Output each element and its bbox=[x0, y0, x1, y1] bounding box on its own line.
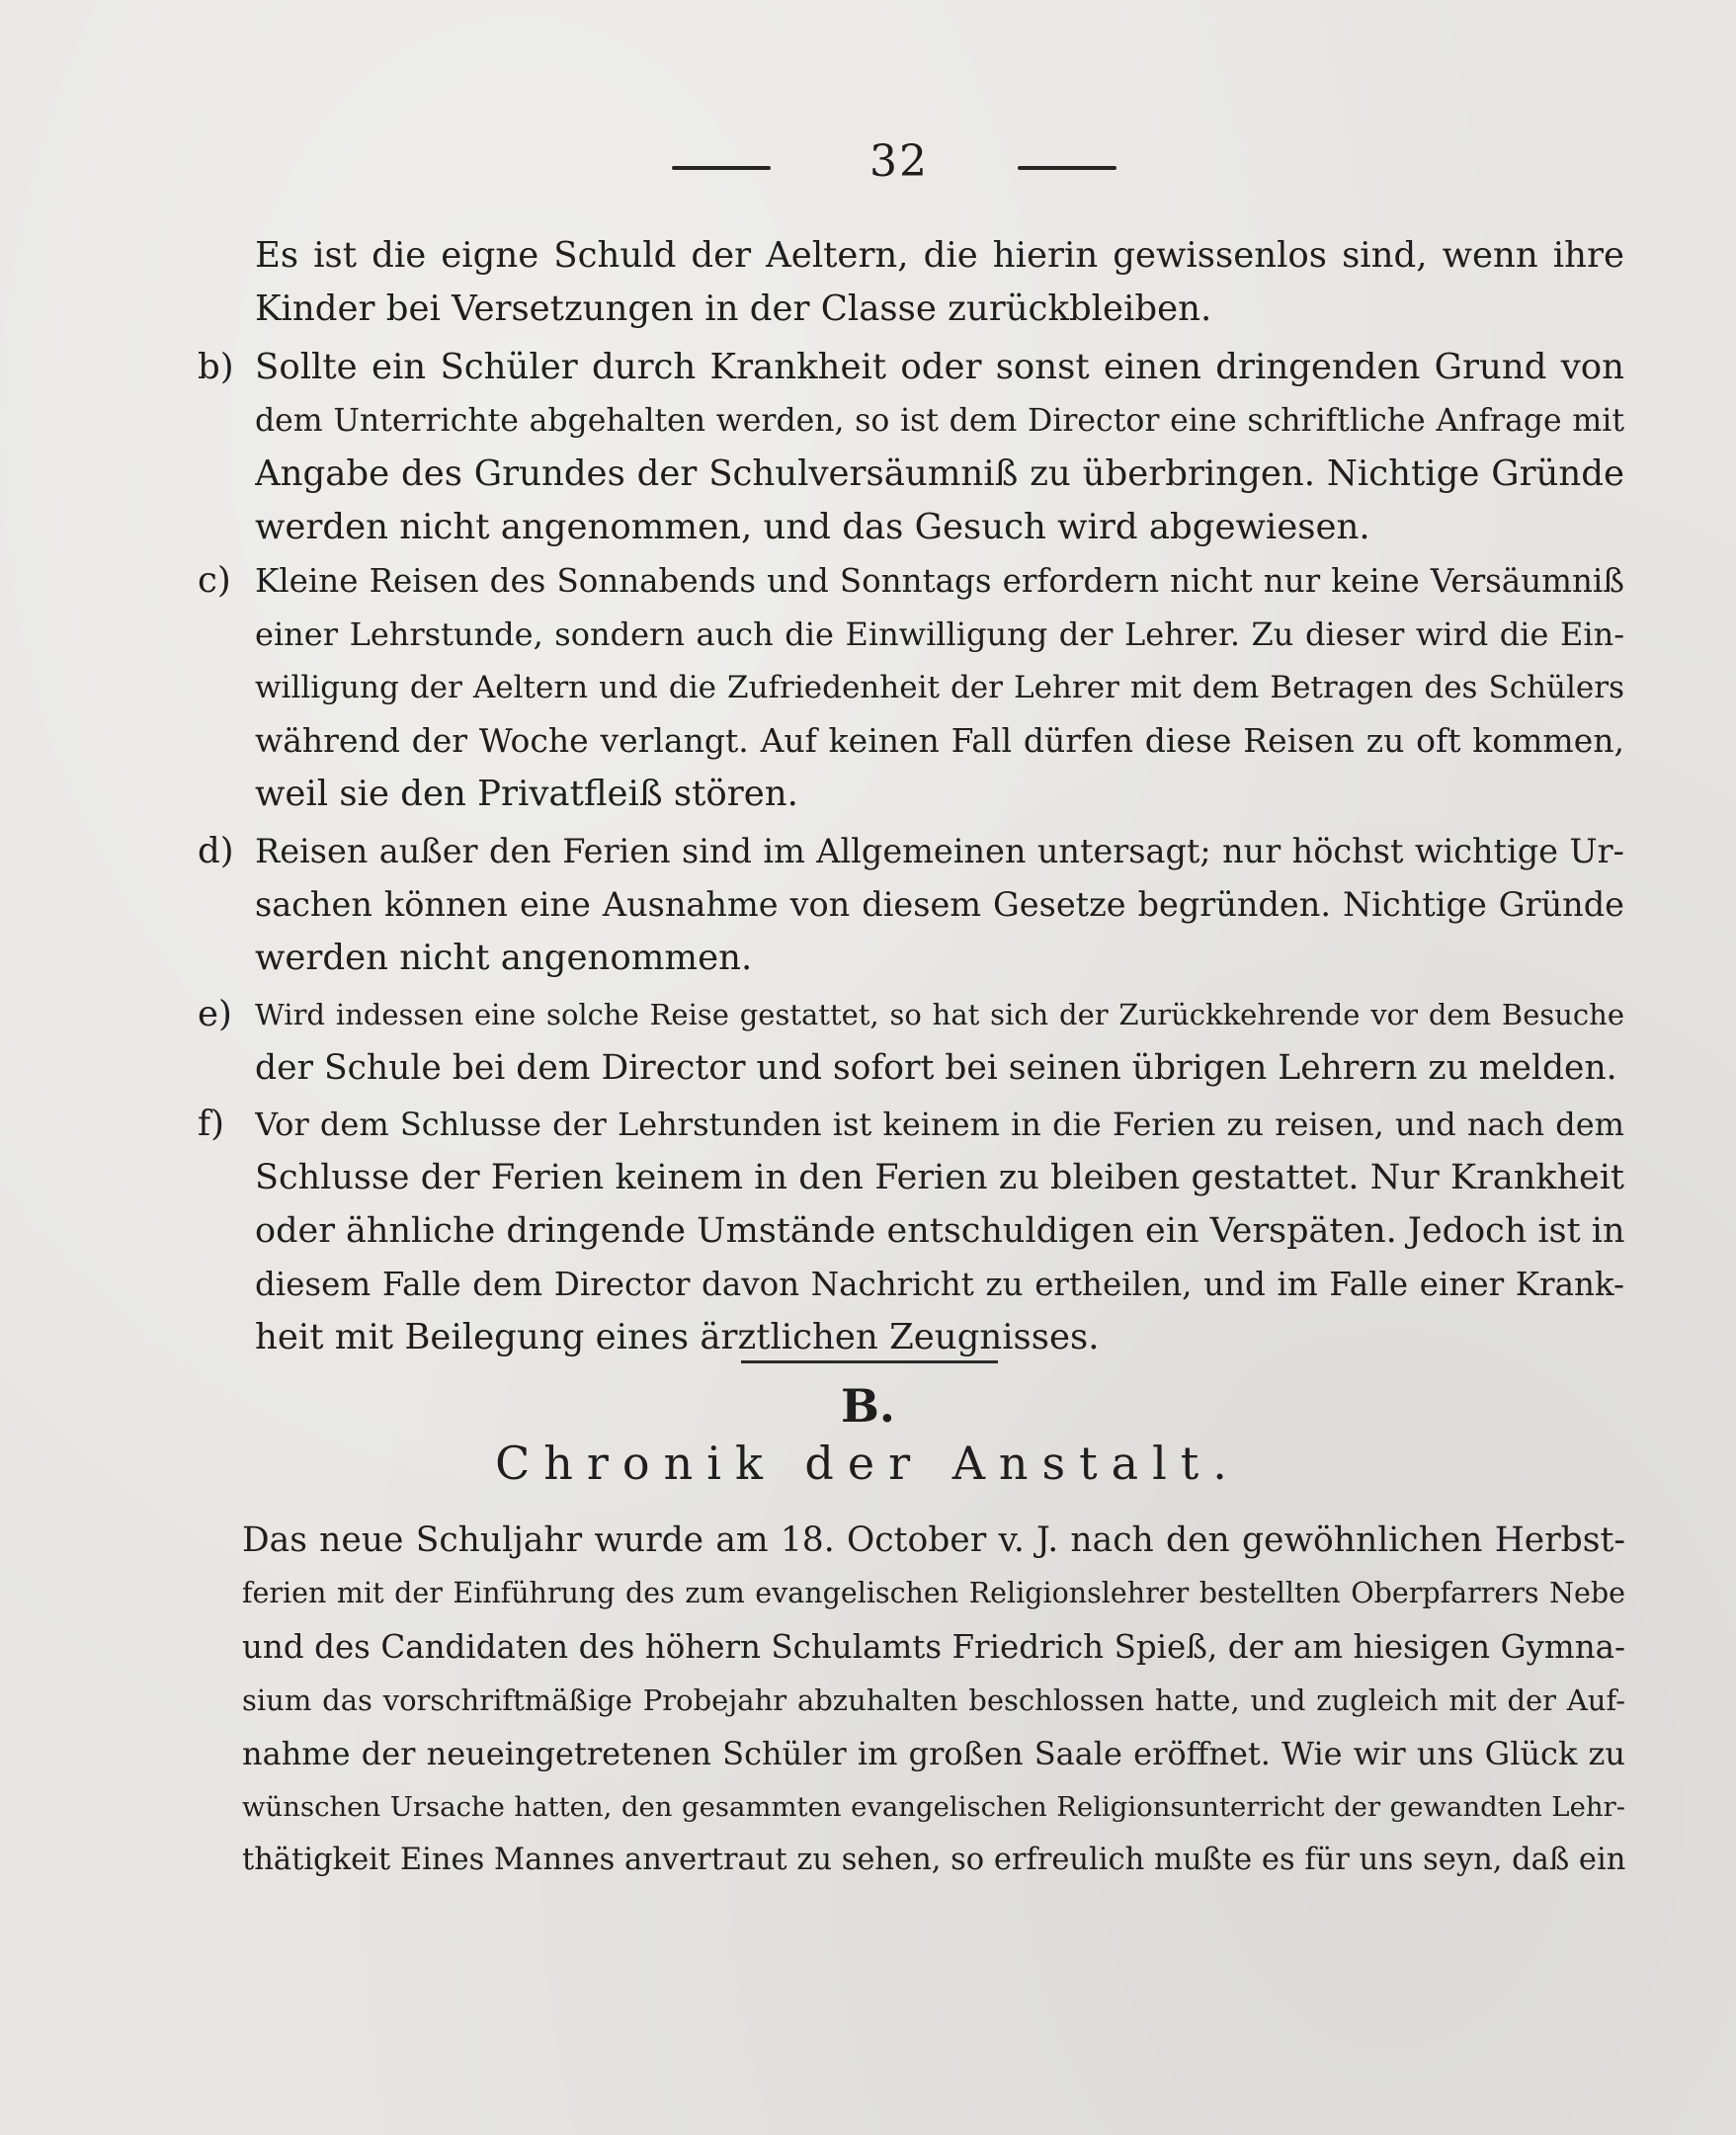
text-line: Angabe des Grundes der Schulversäumniß zu überbringen. Nichtige Gründe bbox=[255, 453, 1624, 494]
text-line: oder ähnliche dringende Umstände entschuldigen ein Verspäten. Jedoch ist in bbox=[255, 1211, 1624, 1251]
text-line: nahme der neueingetretenen Schüler im großen Saale eröffnet. Wie wir uns Glück zu bbox=[242, 1735, 1625, 1772]
text-line: heit mit Beilegung eines ärztlichen Zeugnisses. bbox=[255, 1317, 1100, 1357]
text-line: diesem Falle dem Director davon Nachricht zu ertheilen, und im Falle einer Krank- bbox=[255, 1266, 1624, 1303]
section-title: Chronik der Anstalt. bbox=[495, 1437, 1241, 1490]
text-line: wünschen Ursache hatten, den gesammten evangelischen Religionsunterricht der gewandten Lehr- bbox=[242, 1791, 1625, 1823]
text-line: werden nicht angenommen, und das Gesuch wird abgewiesen. bbox=[255, 507, 1370, 547]
text-line: einer Lehrstunde, sondern auch die Einwilligung der Lehrer. Zu dieser wird die Ein- bbox=[255, 616, 1624, 653]
text-line: Vor dem Schlusse der Lehrstunden ist keinem in die Ferien zu reisen, und nach dem bbox=[255, 1106, 1624, 1143]
text-line: willigung der Aeltern und die Zufriedenheit der Lehrer mit dem Betragen des Schülers bbox=[255, 670, 1624, 705]
page-header bbox=[0, 136, 1736, 196]
rule-marker-f: f) bbox=[198, 1104, 224, 1144]
text-line: thätigkeit Eines Mannes anvertraut zu sehen, so erfreulich mußte es für uns seyn, daß ein bbox=[242, 1843, 1625, 1877]
text-line: der Schule bei dem Director und sofort bei seinen übrigen Lehrern zu melden. bbox=[255, 1048, 1617, 1088]
rule-marker-b: b) bbox=[198, 347, 234, 387]
text-line: sium das vorschriftmäßige Probejahr abzuhalten beschlossen hatte, und zugleich mit der Auf- bbox=[242, 1683, 1625, 1717]
rule-marker-e: e) bbox=[198, 994, 232, 1034]
page-number: 32 bbox=[869, 136, 929, 187]
text-line: dem Unterrichte abgehalten werden, so ist dem Director eine schriftliche Anfrage mit bbox=[255, 403, 1624, 439]
text-line: Kleine Reisen des Sonnabends und Sonntags erfordern nicht nur keine Versäumniß bbox=[255, 562, 1624, 600]
text-line: Wird indessen eine solche Reise gestattet, so hat sich der Zurückkehrende vor dem Besuche bbox=[255, 998, 1624, 1031]
text-line: und des Candidaten des höhern Schulamts Friedrich Spieß, der am hiesigen Gymna- bbox=[242, 1628, 1625, 1666]
text-line: Kinder bei Versetzungen in der Classe zurückbleiben. bbox=[255, 288, 1212, 329]
text-line: Sollte ein Schüler durch Krankheit oder sonst einen dringenden Grund von bbox=[255, 347, 1624, 387]
text-line: ferien mit der Einführung des zum evangelischen Religionslehrer bestellten Oberpfarrers Nebe bbox=[242, 1577, 1625, 1609]
text-line: Es ist die eigne Schuld der Aeltern, die hierin gewissenlos sind, wenn ihre bbox=[255, 235, 1624, 276]
rule-marker-c: c) bbox=[198, 560, 231, 601]
section-separator bbox=[741, 1360, 998, 1363]
section-letter: B. bbox=[841, 1379, 895, 1433]
text-line: weil sie den Privatfleiß stören. bbox=[255, 774, 798, 814]
text-line: Schlusse der Ferien keinem in den Ferien zu bleiben gestattet. Nur Krankheit bbox=[255, 1158, 1624, 1197]
header-rule-right bbox=[1018, 166, 1116, 170]
text-line: während der Woche verlangt. Auf keinen Fall dürfen diese Reisen zu oft kommen, bbox=[255, 721, 1624, 760]
text-line: Reisen außer den Ferien sind im Allgemeinen untersagt; nur höchst wichtige Ur- bbox=[255, 832, 1624, 870]
text-line: sachen können eine Ausnahme von diesem Gesetze begründen. Nichtige Gründe bbox=[255, 885, 1624, 924]
header-rule-left bbox=[672, 166, 771, 170]
rule-marker-d: d) bbox=[198, 831, 234, 871]
text-line: Das neue Schuljahr wurde am 18. October v. J. nach den gewöhnlichen Herbst- bbox=[242, 1520, 1625, 1560]
text-line: werden nicht angenommen. bbox=[255, 938, 753, 978]
